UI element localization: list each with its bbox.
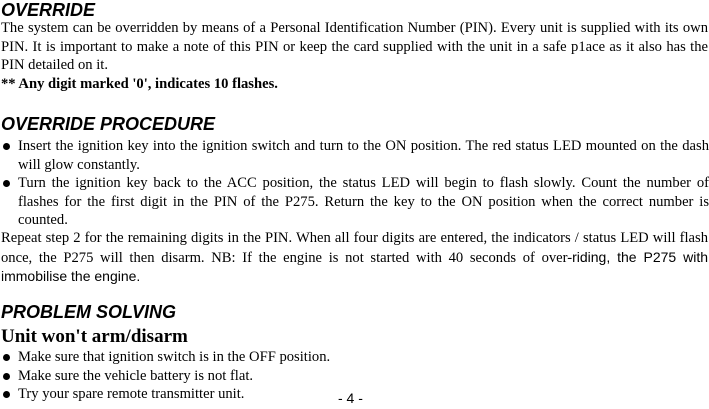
repeat-paragraph-end: riding, the P275 with immobilise the engine.	[1, 248, 708, 284]
repeat-paragraph-text: Repeat step 2 for the remaining digits in the PIN. When all four digits are entered, the indicators / status LED will flash once, the P275 will then disarm. NB: If the engine is not started with 40 seconds of over-	[1, 230, 708, 266]
override-paragraph	[1, 19, 708, 93]
procedure-step-2	[0, 174, 709, 230]
page-number: - 4 -	[338, 390, 363, 406]
procedure-steps-list	[0, 137, 709, 230]
unit-wont-arm-subheading: Unit won't arm/disarm	[1, 326, 188, 347]
override-heading: OVERRIDE	[1, 0, 96, 20]
problem-item-1-text: Make sure that ignition switch is in the OFF position.	[18, 349, 331, 365]
bullet-icon	[3, 391, 10, 398]
procedure-step-1-text: Insert the ignition key into the ignition switch and turn to the ON position. The red status LED mounted on the dash will glow constantly.	[18, 138, 709, 173]
bullet-icon	[3, 143, 10, 150]
bullet-icon	[3, 373, 10, 380]
bullet-icon	[3, 180, 10, 187]
override-note: ** Any digit marked '0', indicates 10 flashes.	[1, 75, 278, 92]
bullet-icon	[3, 354, 10, 361]
problem-solving-heading: PROBLEM SOLVING	[1, 302, 177, 322]
problem-item-1	[0, 348, 709, 367]
problem-item-2	[0, 367, 709, 386]
override-procedure-heading: OVERRIDE PROCEDURE	[1, 114, 216, 134]
problem-item-2-text: Make sure the vehicle battery is not flat.	[18, 367, 254, 384]
procedure-step-2-text: Turn the ignition key back to the ACC position, the status LED will begin to flash slowly. Count the number of flashes for the first digit in the PIN of the P275. Return the key to the ON position when the correct number is counted.	[18, 175, 709, 228]
procedure-step-1	[0, 137, 709, 174]
repeat-paragraph	[1, 229, 708, 287]
override-paragraph-text: The system can be overridden by means of a Personal Identification Number (PIN). Every unit is supplied with its own PIN. It is important to make a note of this PIN or keep the card supplied with the unit in a safe p1ace as it also has the PIN detailed on it.	[1, 20, 708, 73]
problem-item-3-text: Try your spare remote transmitter unit.	[18, 386, 245, 402]
